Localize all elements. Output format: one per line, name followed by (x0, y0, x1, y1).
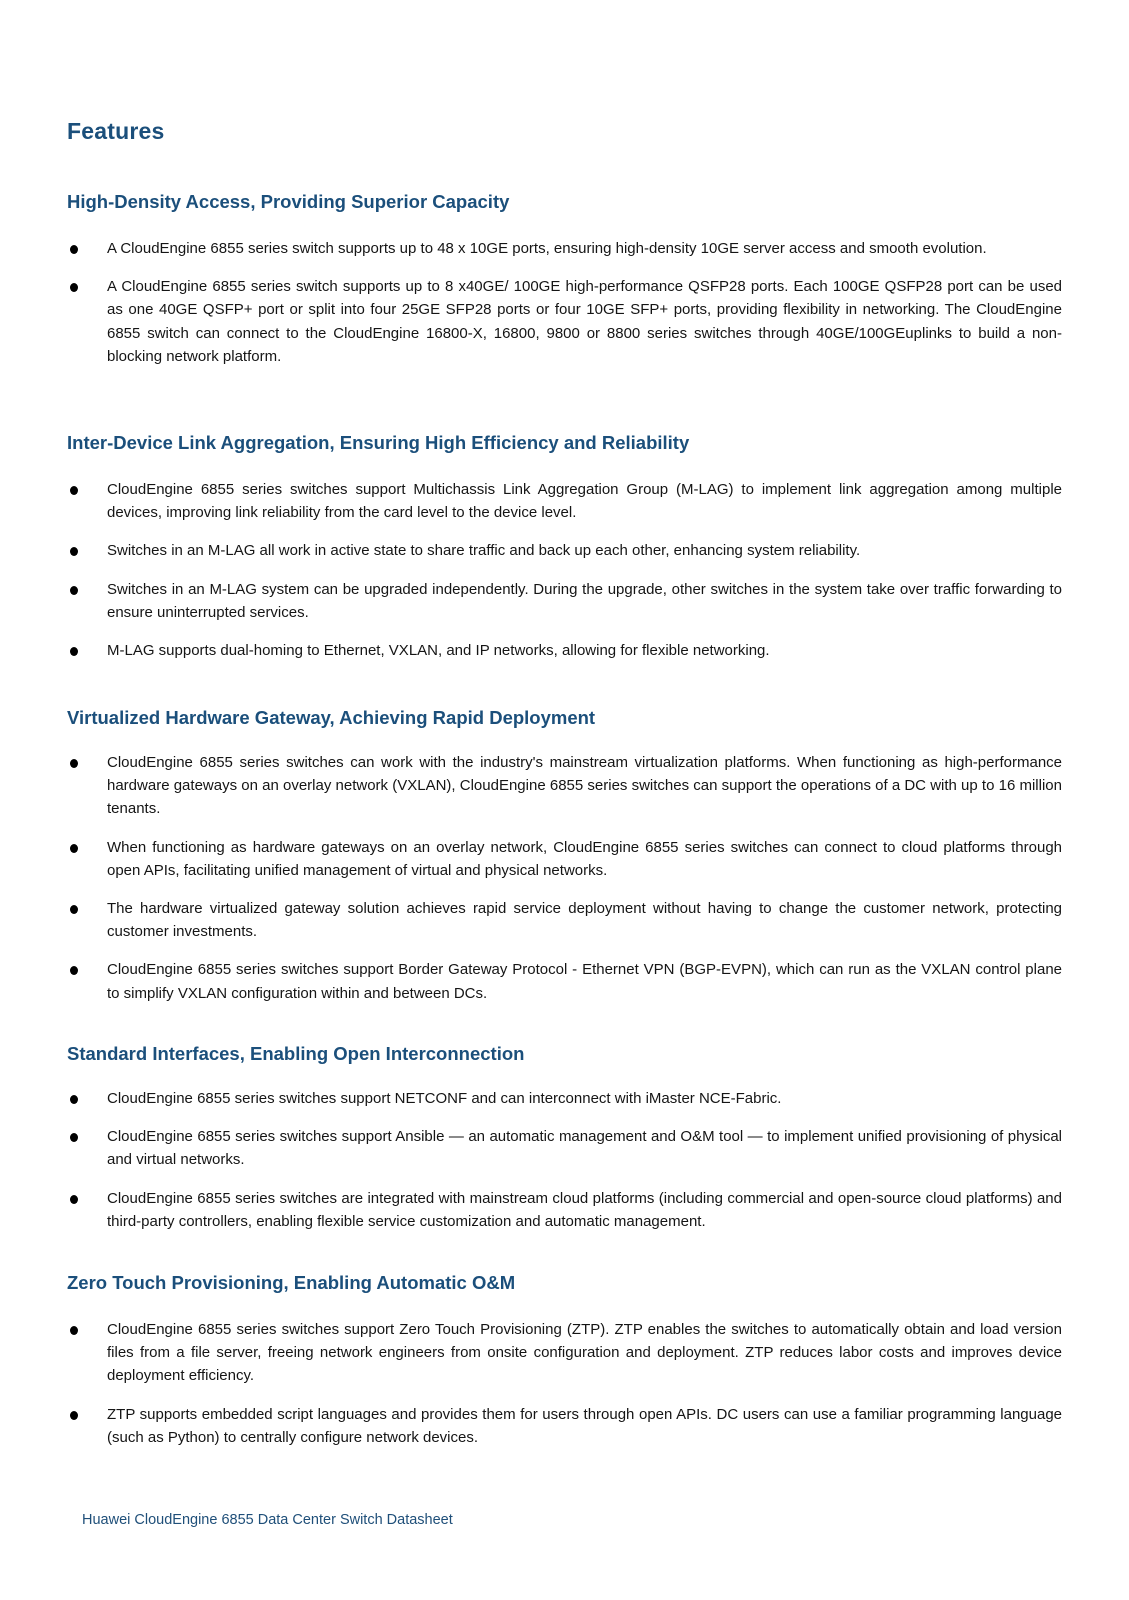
list-item: CloudEngine 6855 series switches support Border Gateway Protocol - Ethernet VPN (BGP-EVPN), which can run as the VXLAN control plane to simplify VXLAN configuration within and between DCs. (67, 958, 1062, 1004)
list-item: The hardware virtualized gateway solution achieves rapid service deployment without having to change the customer network, protecting customer investments. (67, 897, 1062, 943)
section-link-aggregation (67, 430, 1062, 677)
page-footer: Huawei CloudEngine 6855 Data Center Switch Datasheet (82, 1512, 453, 1528)
bullet-icon (70, 1133, 78, 1142)
list-item: CloudEngine 6855 series switches support Multichassis Link Aggregation Group (M-LAG) to implement link aggregation among multiple devices, improving link reliability from the card level to the device level. (67, 478, 1062, 524)
bullet-icon (70, 245, 78, 254)
list-item: A CloudEngine 6855 series switch supports up to 8 x40GE/ 100GE high-performance QSFP28 ports. Each 100GE QSFP28 port can be used as one 40GE QSFP+ port or split into four 25GE SFP28 ports or four 10GE SFP+ ports, providing flexibility in networking. The CloudEngine 6855 switch can connect to the CloudEngine 16800-X, 16800, 9800 or 8800 series switches through 40GE/100GEuplinks to build a non-blocking network platform. (67, 275, 1062, 368)
bullet-icon (70, 586, 78, 595)
bullet-list (67, 478, 1062, 662)
section-standard-interfaces (67, 1041, 1062, 1248)
bullet-icon (70, 486, 78, 495)
bullet-icon (70, 1095, 78, 1104)
list-item: When functioning as hardware gateways on an overlay network, CloudEngine 6855 series switches can connect to cloud platforms through open APIs, facilitating unified management of virtual and physical networks. (67, 836, 1062, 882)
bullet-icon (70, 844, 78, 853)
bullet-icon (70, 547, 78, 556)
section-heading: Standard Interfaces, Enabling Open Interconnection (67, 1043, 525, 1064)
list-item: CloudEngine 6855 series switches are integrated with mainstream cloud platforms (including commercial and open-source cloud platforms) and third-party controllers, enabling flexible service customization and automatic management. (67, 1187, 1062, 1233)
section-heading: Inter-Device Link Aggregation, Ensuring High Efficiency and Reliability (67, 432, 690, 453)
bullet-list (67, 1318, 1062, 1449)
list-item: CloudEngine 6855 series switches support Ansible — an automatic management and O&M tool — to implement unified provisioning of physical and virtual networks. (67, 1125, 1062, 1171)
section-heading: Zero Touch Provisioning, Enabling Automatic O&M (67, 1272, 516, 1293)
list-item: CloudEngine 6855 series switches can work with the industry's mainstream virtualization platforms. When functioning as high-performance hardware gateways on an overlay network (VXLAN), CloudEngine 6855 series switches can support the operations of a DC with up to 16 million tenants. (67, 751, 1062, 821)
list-item: M-LAG supports dual-homing to Ethernet, VXLAN, and IP networks, allowing for flexible networking. (67, 639, 1062, 662)
bullet-list (67, 751, 1062, 1005)
section-heading: High-Density Access, Providing Superior Capacity (67, 191, 510, 212)
bullet-icon (70, 1411, 78, 1420)
bullet-list (67, 1087, 1062, 1233)
bullet-icon (70, 759, 78, 768)
list-item: Switches in an M-LAG system can be upgraded independently. During the upgrade, other switches in the system take over traffic forwarding to ensure uninterrupted services. (67, 578, 1062, 624)
bullet-icon (70, 1326, 78, 1335)
list-item: CloudEngine 6855 series switches support Zero Touch Provisioning (ZTP). ZTP enables the switches to automatically obtain and load version files from a file server, freeing network engineers from onsite configuration and deployment. ZTP reduces labor costs and improves device deployment efficiency. (67, 1318, 1062, 1388)
section-virtualized-gateway (67, 705, 1062, 1020)
section-high-density-access (67, 189, 1062, 383)
list-item: ZTP supports embedded script languages and provides them for users through open APIs. DC users can use a familiar programming language (such as Python) to centrally configure network devices. (67, 1403, 1062, 1449)
list-item: A CloudEngine 6855 series switch supports up to 48 x 10GE ports, ensuring high-density 10GE server access and smooth evolution. (67, 237, 1062, 260)
section-heading: Virtualized Hardware Gateway, Achieving Rapid Deployment (67, 707, 596, 728)
bullet-icon (70, 283, 78, 292)
bullet-list (67, 237, 1062, 368)
bullet-icon (70, 966, 78, 975)
section-zero-touch-provisioning (67, 1270, 1062, 1464)
list-item: CloudEngine 6855 series switches support NETCONF and can interconnect with iMaster NCE-Fabric. (67, 1087, 1062, 1110)
page-title: Features (67, 118, 165, 144)
bullet-icon (70, 905, 78, 914)
list-item: Switches in an M-LAG all work in active state to share traffic and back up each other, enhancing system reliability. (67, 539, 1062, 562)
bullet-icon (70, 647, 78, 656)
bullet-icon (70, 1195, 78, 1204)
